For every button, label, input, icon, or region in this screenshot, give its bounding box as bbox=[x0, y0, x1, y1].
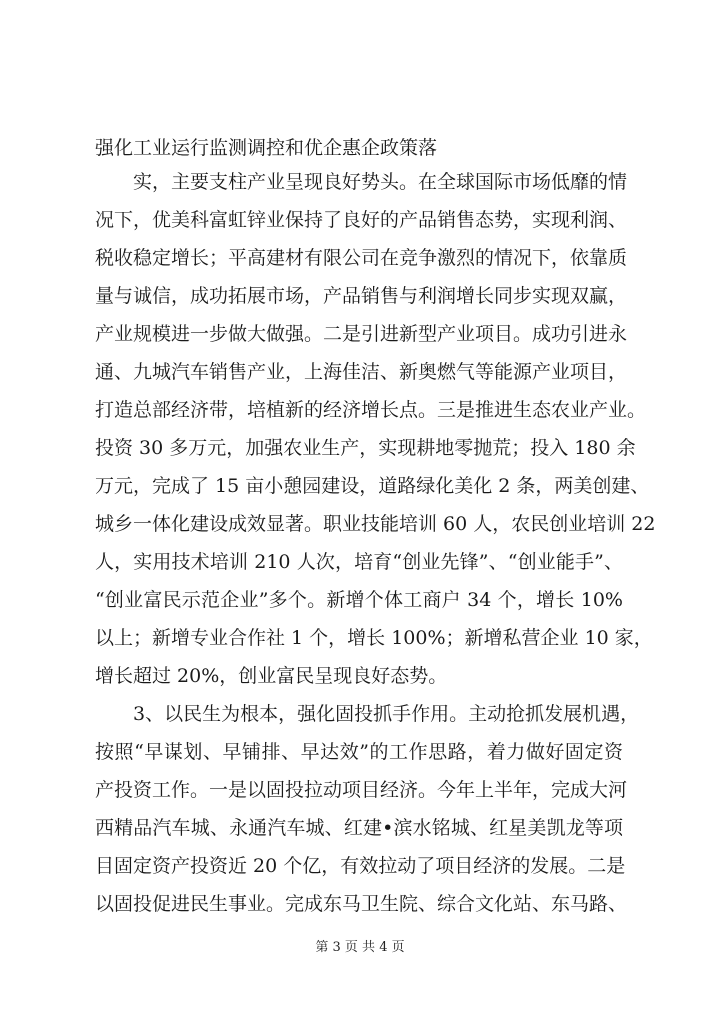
text-line: 人，实用技术培训 210 人次，培育“创业先锋”、“创业能手”、 bbox=[95, 551, 623, 573]
text-line: 况下，优美科富虹锌业保持了良好的产品销售态势，实现利润、 bbox=[95, 209, 628, 231]
text-line: 打造总部经济带，培植新的经济增长点。三是推进生态农业产业。 bbox=[95, 399, 647, 421]
text-line: 通、九城汽车销售产业，上海佳洁、新奥燃气等能源产业项目， bbox=[95, 361, 628, 383]
text-line: 实，主要支柱产业呈现良好势头。在全球国际市场低靡的情 bbox=[95, 171, 628, 193]
text-line: “创业富民示范企业”多个。新增个体工商户 34 个，增长 10% bbox=[95, 589, 623, 611]
text-line: 城乡一体化建设成效显著。职业技能培训 60 人，农民创业培训 22 bbox=[95, 513, 656, 535]
text-line: 量与诚信，成功拓展市场，产品销售与利润增长同步实现双赢， bbox=[95, 285, 628, 307]
text-line: 以上；新增专业合作社 1 个，增长 100%；新增私营企业 10 家， bbox=[95, 627, 653, 649]
text-line: 目固定资产投资近 20 个亿，有效拉动了项目经济的发展。二是 bbox=[95, 855, 626, 877]
text-line: 投资 30 多万元，加强农业生产，实现耕地零抛荒；投入 180 余 bbox=[95, 437, 636, 459]
text-line: 按照“早谋划、早铺排、早达效”的工作思路，着力做好固定资 bbox=[95, 741, 623, 763]
text-line: 以固投促进民生事业。完成东马卫生院、综合文化站、东马路、 bbox=[95, 893, 628, 915]
paragraph-heading: 强化工业运行监测调控和优企惠企政策落 bbox=[95, 137, 438, 159]
text-line: 税收稳定增长；平高建材有限公司在竞争激烈的情况下，依靠质 bbox=[95, 247, 628, 269]
text-line: 产业规模进一步做大做强。二是引进新型产业项目。成功引进永 bbox=[95, 323, 628, 345]
text-line: 万元，完成了 15 亩小憩园建设，道路绿化美化 2 条，两美创建、 bbox=[95, 475, 650, 497]
text-line: 增长超过 20%，创业富民呈现良好态势。 bbox=[95, 665, 448, 687]
text-line: 产投资工作。一是以固投拉动项目经济。今年上半年，完成大河 bbox=[95, 779, 628, 801]
page-number-footer: 第 3 页 共 4 页 bbox=[315, 940, 405, 955]
text-line: 西精品汽车城、永通汽车城、红建•滨水铭城、红星美凯龙等项 bbox=[95, 817, 623, 839]
text-line: 3、以民生为根本，强化固投抓手作用。主动抢抓发展机遇， bbox=[95, 703, 640, 725]
